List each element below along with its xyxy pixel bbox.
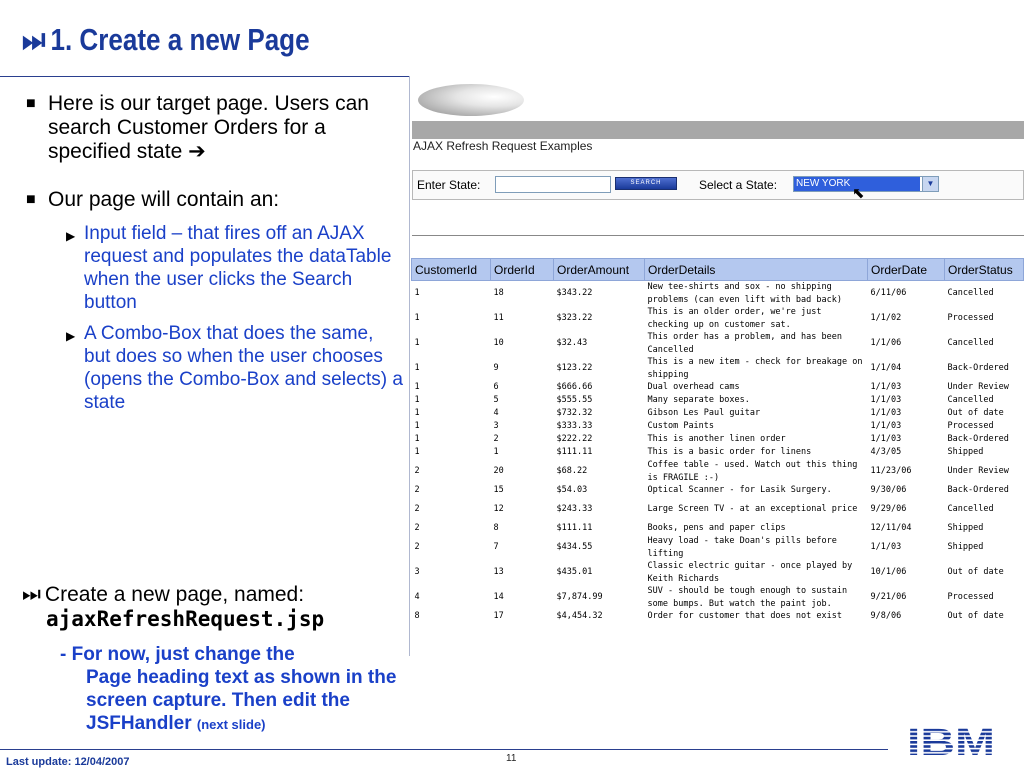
table-cell: 2 <box>414 542 420 553</box>
mouse-pointer-icon: ⬉ <box>852 185 865 202</box>
table-cell: 1 <box>493 447 499 458</box>
table-cell: $123.22 <box>556 363 593 374</box>
example-page-title: AJAX Refresh Request Examples <box>413 139 593 153</box>
table-row <box>412 420 1024 433</box>
table-cell: 8 <box>414 611 420 622</box>
slide-title <box>22 22 310 59</box>
state-select[interactable] <box>793 176 939 192</box>
table-cell: $434.55 <box>556 542 593 553</box>
enter-state-label: Enter State: <box>417 178 481 192</box>
table-cell: Dual overhead cams <box>647 382 740 393</box>
table-cell: $666.66 <box>556 382 593 393</box>
bullet-list <box>24 92 404 422</box>
table-cell: $222.22 <box>556 434 593 445</box>
table-cell: $7,874.99 <box>556 592 603 603</box>
table-cell: $323.22 <box>556 313 593 324</box>
table-cell: 7 <box>493 542 499 553</box>
column-header[interactable]: OrderDate <box>868 259 945 281</box>
table-cell: 1/1/03 <box>870 421 902 432</box>
table-cell: 9/29/06 <box>870 504 907 515</box>
skip-forward-icon: ⏭ <box>22 583 41 606</box>
table-cell: 1 <box>414 313 420 324</box>
bullet-item <box>24 92 404 164</box>
table-cell: 1 <box>414 395 420 406</box>
table-row <box>412 484 1024 497</box>
sub-bullet-text: A Combo-Box that does the same, but does so when the user chooses (opens the Combo-Box and selects) a state <box>84 323 403 413</box>
table-cell: 1 <box>414 408 420 419</box>
table-cell: 2 <box>414 466 420 477</box>
table-cell: 1 <box>414 338 420 349</box>
note-line-1: - For now, just change the <box>60 644 295 665</box>
table-cell: 12/11/04 <box>870 523 912 534</box>
table-cell: Out of date <box>947 408 1004 419</box>
search-button[interactable]: SEARCH <box>615 177 677 190</box>
skip-forward-icon: ⏭ <box>22 22 46 57</box>
table-row <box>412 381 1024 394</box>
sub-bullet-item <box>24 322 404 414</box>
column-header[interactable]: OrderAmount <box>554 259 645 281</box>
table-cell: 6 <box>493 382 499 393</box>
table-cell: Processed <box>947 313 994 324</box>
table-cell: $333.33 <box>556 421 593 432</box>
table-cell: 3 <box>414 567 420 578</box>
table-cell: $343.22 <box>556 288 593 299</box>
table-cell: Processed <box>947 421 994 432</box>
create-page-instruction <box>22 583 402 631</box>
table-row <box>412 585 1024 610</box>
table-cell: 2 <box>493 434 499 445</box>
page-number: 11 <box>506 753 517 764</box>
table-cell: 9/30/06 <box>870 485 907 496</box>
column-header[interactable]: OrderStatus <box>945 259 1024 281</box>
table-row <box>412 459 1024 484</box>
table-cell: This is a basic order for linens <box>647 447 812 458</box>
table-cell: Out of date <box>947 567 1004 578</box>
table-cell: This is a new item - check for breakage on shipping <box>647 357 863 380</box>
table-cell: 1 <box>414 434 420 445</box>
table-cell: 3 <box>493 421 499 432</box>
table-header-row <box>412 259 1024 281</box>
table-row <box>412 610 1024 623</box>
table-cell: 4 <box>414 592 420 603</box>
table-cell: 1/1/03 <box>870 542 902 553</box>
table-cell: This order has a problem, and has been Cancelled <box>647 332 842 355</box>
table-cell: 18 <box>493 288 504 299</box>
table-cell: 20 <box>493 466 504 477</box>
table-cell: $732.32 <box>556 408 593 419</box>
table-cell: 1/1/03 <box>870 382 902 393</box>
table-cell: 1/1/03 <box>870 408 902 419</box>
ibm-logo-text: IBM <box>907 722 995 758</box>
table-cell: 1/1/03 <box>870 434 902 445</box>
table-row <box>412 281 1024 307</box>
table-cell: 11 <box>493 313 504 324</box>
table-row <box>412 497 1024 522</box>
sub-bullet-text: Input field – that fires off an AJAX request and populates the dataTable when the user clicks the Search button <box>84 223 392 313</box>
selected-state: NEW YORK <box>794 177 920 191</box>
table-cell: $54.03 <box>556 485 588 496</box>
note-small: (next slide) <box>196 717 266 732</box>
note-line-2: Page heading text as shown in the screen capture. Then edit the JSFHandler <box>86 667 397 734</box>
table-row <box>412 356 1024 381</box>
table-cell: This is another linen order <box>647 434 786 445</box>
title-divider <box>0 76 410 77</box>
search-form <box>412 170 1024 200</box>
table-cell: 15 <box>493 485 504 496</box>
table-cell: New tee-shirts and sox - no shipping problems (can even lift with bad back) <box>647 282 842 305</box>
table-cell: 10/1/06 <box>870 567 907 578</box>
table-cell: Out of date <box>947 611 1004 622</box>
table-cell: 1/1/04 <box>870 363 902 374</box>
table-cell: SUV - should be tough enough to sustain some bumps. But watch the paint job. <box>647 586 848 609</box>
table-row <box>412 535 1024 560</box>
table-cell: $68.22 <box>556 466 588 477</box>
table-cell: This is an older order, we're just checking up on customer sat. <box>647 307 822 330</box>
triangle-bullet-icon: ▶ <box>66 329 76 343</box>
orders-table <box>411 258 1024 623</box>
table-cell: 1/1/03 <box>870 395 902 406</box>
table-row <box>412 433 1024 446</box>
bullet-text: Our page will contain an: <box>48 188 280 211</box>
create-page-text: Create a new page, named: <box>44 583 305 606</box>
table-cell: 13 <box>493 567 504 578</box>
table-cell: 8 <box>493 523 499 534</box>
table-cell: 11/23/06 <box>870 466 912 477</box>
bullet-item <box>24 188 404 212</box>
table-row <box>412 407 1024 420</box>
table-cell: Back-Ordered <box>947 485 1009 496</box>
table-cell: Back-Ordered <box>947 434 1009 445</box>
table-cell: 9/21/06 <box>870 592 907 603</box>
table-cell: Cancelled <box>947 504 994 515</box>
table-cell: 14 <box>493 592 504 603</box>
slide-title-text: 1. Create a new Page <box>50 22 310 57</box>
table-cell: $4,454.32 <box>556 611 603 622</box>
table-cell: $243.33 <box>556 504 593 515</box>
table-cell: Under Review <box>947 466 1009 477</box>
column-header[interactable]: OrderId <box>491 259 554 281</box>
footer-divider <box>0 749 888 750</box>
table-cell: 1/1/06 <box>870 338 902 349</box>
chevron-down-icon[interactable]: ▼ <box>922 177 938 191</box>
table-cell: 1 <box>414 421 420 432</box>
table-row <box>412 446 1024 459</box>
table-cell: 1 <box>414 447 420 458</box>
table-cell: Many separate boxes. <box>647 395 750 406</box>
table-cell: Large Screen TV - at an exceptional price <box>647 504 858 515</box>
table-cell: 1 <box>414 288 420 299</box>
table-cell: 4 <box>493 408 499 419</box>
table-cell: Back-Ordered <box>947 363 1009 374</box>
instruction-note <box>60 643 400 736</box>
table-cell: Shipped <box>947 447 984 458</box>
table-cell: Under Review <box>947 382 1009 393</box>
triangle-bullet-icon: ▶ <box>66 229 76 243</box>
ibm-logo <box>906 720 996 758</box>
column-divider <box>409 76 410 656</box>
square-bullet-icon: ■ <box>26 191 36 208</box>
table-cell: 1/1/02 <box>870 313 902 324</box>
table-cell: 10 <box>493 338 504 349</box>
table-row <box>412 394 1024 407</box>
table-cell: Shipped <box>947 542 984 553</box>
table-cell: Coffee table - used. Watch out this thing is FRAGILE :-) <box>647 460 858 483</box>
table-cell: 2 <box>414 485 420 496</box>
table-row <box>412 331 1024 356</box>
table-cell: 9/8/06 <box>870 611 902 622</box>
last-update: Last update: 12/04/2007 <box>6 756 130 768</box>
table-cell: Order for customer that does not exist <box>647 611 842 622</box>
table-row <box>412 306 1024 331</box>
header-bar <box>412 121 1024 139</box>
table-cell: Processed <box>947 592 994 603</box>
form-divider <box>412 235 1024 236</box>
state-input[interactable] <box>495 176 611 193</box>
table-cell: 2 <box>414 523 420 534</box>
table-cell: 17 <box>493 611 504 622</box>
sub-bullet-item <box>24 222 404 314</box>
table-cell: 1 <box>414 382 420 393</box>
table-cell: $32.43 <box>556 338 588 349</box>
table-cell: $555.55 <box>556 395 593 406</box>
table-cell: Custom Paints <box>647 421 715 432</box>
table-cell: Classic electric guitar - once played by Keith Richards <box>647 561 853 584</box>
table-cell: Cancelled <box>947 288 994 299</box>
table-cell: 2 <box>414 504 420 515</box>
file-name: ajaxRefreshRequest.jsp <box>46 607 325 631</box>
table-cell: 9 <box>493 363 499 374</box>
table-body <box>412 281 1024 624</box>
table-cell: $435.01 <box>556 567 593 578</box>
bullet-text: Here is our target page. Users can search Customer Orders for a specified state ➔ <box>48 92 369 163</box>
table-cell: Optical Scanner - for Lasik Surgery. <box>647 485 832 496</box>
table-cell: Shipped <box>947 523 984 534</box>
square-bullet-icon: ■ <box>26 95 36 112</box>
table-cell: 5 <box>493 395 499 406</box>
table-cell: Cancelled <box>947 395 994 406</box>
table-cell: 6/11/06 <box>870 288 907 299</box>
column-header[interactable]: OrderDetails <box>645 259 868 281</box>
table-cell: $111.11 <box>556 523 593 534</box>
table-cell: 4/3/05 <box>870 447 902 458</box>
table-cell: $111.11 <box>556 447 593 458</box>
table-cell: Books, pens and paper clips <box>647 523 786 534</box>
table-cell: Gibson Les Paul guitar <box>647 408 761 419</box>
table-cell: Cancelled <box>947 338 994 349</box>
table-cell: Heavy load - take Doan's pills before lifting <box>647 536 837 559</box>
table-cell: 12 <box>493 504 504 515</box>
select-state-label: Select a State: <box>699 178 778 192</box>
table-row <box>412 522 1024 535</box>
table-row <box>412 560 1024 585</box>
table-cell: 1 <box>414 363 420 374</box>
oval-graphic <box>418 84 524 116</box>
column-header[interactable]: CustomerId <box>412 259 491 281</box>
